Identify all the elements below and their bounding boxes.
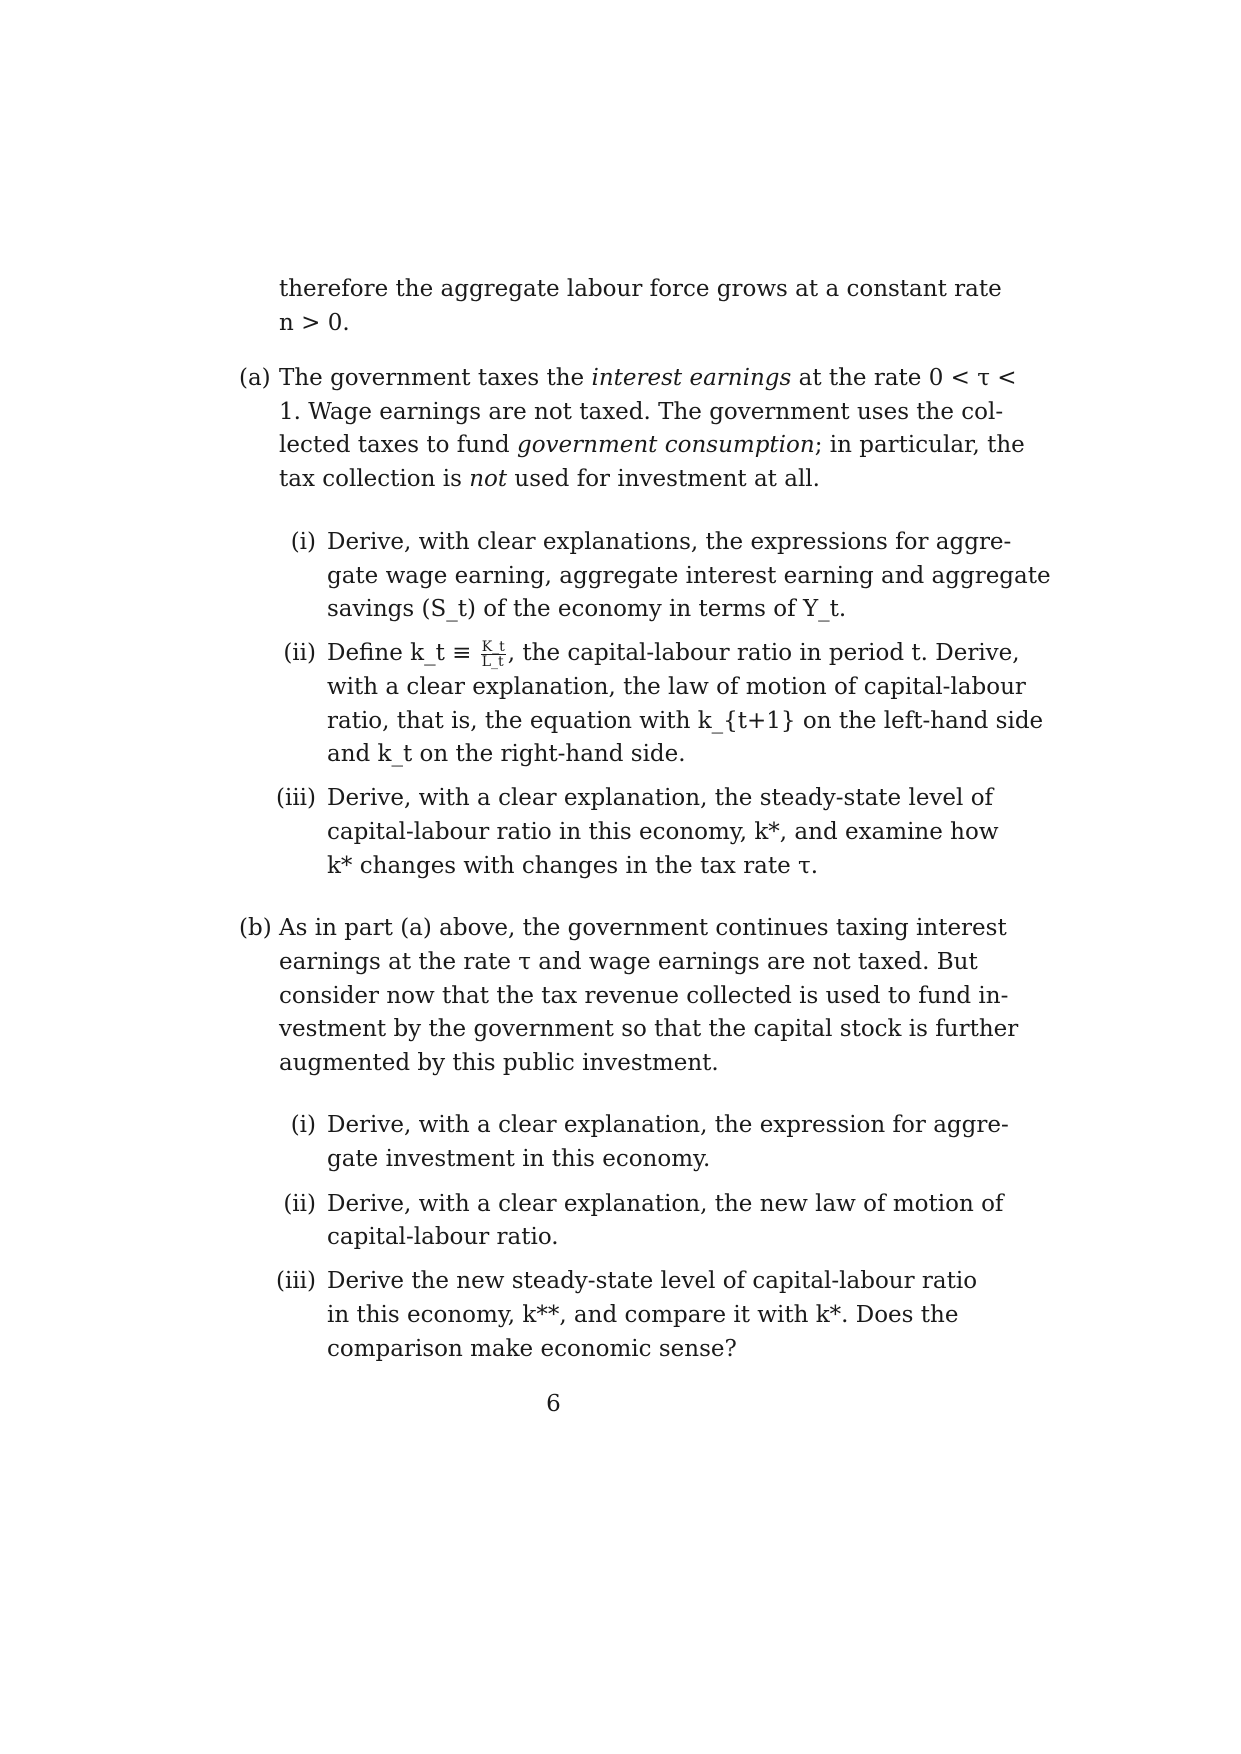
part-a-label: (a) [239,365,271,391]
part-a-iii-line-1: Derive, with a clear explanation, the steady-state level of [327,785,994,811]
part-b-ii-line-1: Derive, with a clear explanation, the new law of motion of [327,1191,1004,1217]
part-b-label: (b) [239,915,272,941]
part-b-iii-line-3: comparison make economic sense? [327,1336,737,1362]
part-b-ii-label: (ii) [283,1191,316,1217]
page-number: 6 [546,1391,561,1417]
part-b-iii-line-2: in this economy, k**, and compare it with k*. Does the [327,1302,959,1328]
part-a-iii-line-3: k* changes with changes in the tax rate τ. [327,853,819,879]
part-b-line-1: As in part (a) above, the government continues taxing interest [279,915,1007,941]
part-a-iii-line-2: capital-labour ratio in this economy, k*, and examine how [327,819,999,845]
part-a-line-1: The government taxes the interest earnings at the rate 0 < τ < [279,365,1017,391]
part-a-ii-line-2: with a clear explanation, the law of motion of capital-labour [327,674,1026,700]
part-b-line-3: consider now that the tax revenue collected is used to fund in- [279,983,1009,1009]
intro-line-1: therefore the aggregate labour force grows at a constant rate [279,276,1002,302]
part-b-ii-line-2: capital-labour ratio. [327,1224,559,1250]
part-a-i-line-3: savings (S_t) of the economy in terms of Y_t. [327,596,847,622]
capital-labour-fraction: $\frac{K\_t}{L\_t}$ [481,638,505,670]
part-a-i-line-2: gate wage earning, aggregate interest earning and aggregate [327,563,1051,589]
part-b-i-label: (i) [290,1112,316,1138]
part-a-i-label: (i) [290,529,316,555]
part-a-iii-label: (iii) [275,785,316,811]
part-b-iii-line-1: Derive the new steady-state level of capital-labour ratio [327,1268,978,1294]
part-a-ii-line-3: ratio, that is, the equation with k_{t+1} on the left-hand side [327,708,1044,734]
part-a-line-4: tax collection is not used for investment at all. [279,466,820,492]
part-b-line-5: augmented by this public investment. [279,1050,719,1076]
part-a-i-line-1: Derive, with clear explanations, the expressions for aggre- [327,529,1012,555]
part-a-ii-label: (ii) [283,640,316,666]
part-a-ii-line-4: and k_t on the right-hand side. [327,741,686,767]
part-b-iii-label: (iii) [275,1268,316,1294]
part-b-i-line-1: Derive, with a clear explanation, the expression for aggre- [327,1112,1009,1138]
intro-line-2: n > 0. [279,310,350,336]
part-b-line-4: vestment by the government so that the capital stock is further [279,1016,1019,1042]
part-a-line-2: 1. Wage earnings are not taxed. The government uses the col- [279,399,1004,425]
part-a-ii-line-1: Define k_t ≡ $\frac{K\_t}{L\_t}$ , the capital-labour ratio in period t. Derive, [327,638,1020,670]
part-b-i-line-2: gate investment in this economy. [327,1146,711,1172]
part-a-line-3: lected taxes to fund government consumption; in particular, the [279,432,1025,458]
part-b-line-2: earnings at the rate τ and wage earnings are not taxed. But [279,949,978,975]
